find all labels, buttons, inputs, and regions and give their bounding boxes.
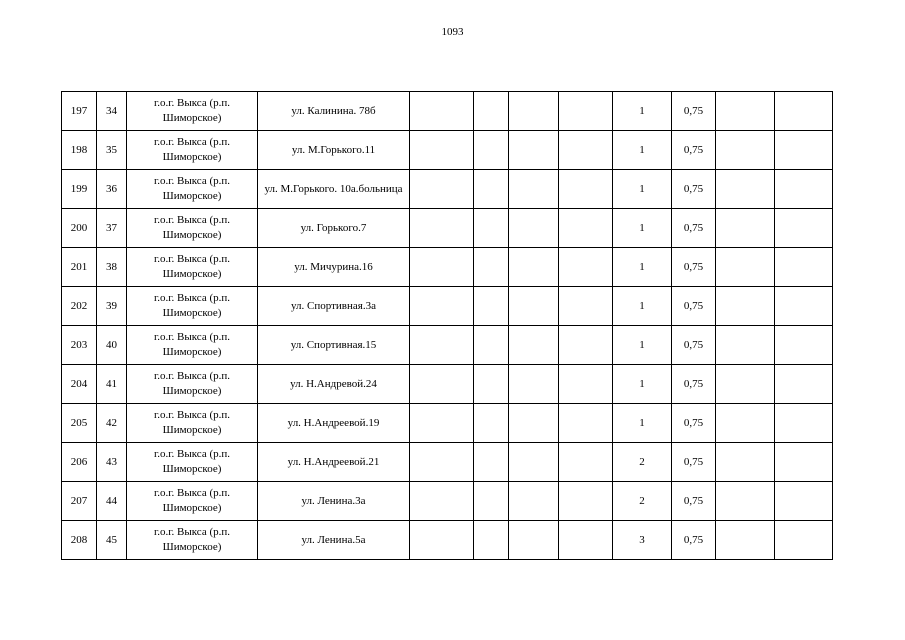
quantity-cell: 1 <box>613 365 672 404</box>
address-cell: ул. Спортивная.15 <box>258 326 410 365</box>
sub-number-cell: 36 <box>97 170 127 209</box>
empty-cell-7 <box>509 209 559 248</box>
row-number-cell: 204 <box>62 365 97 404</box>
row-number-cell: 197 <box>62 92 97 131</box>
volume-cell: 0,75 <box>672 92 716 131</box>
table-row <box>62 287 833 326</box>
municipality-cell: г.о.г. Выкса (р.п. Шиморское) <box>127 326 258 365</box>
table-row <box>62 521 833 560</box>
empty-cell-12 <box>775 131 833 170</box>
sub-number-cell: 40 <box>97 326 127 365</box>
empty-cell-12 <box>775 287 833 326</box>
empty-cell-12 <box>775 482 833 521</box>
empty-cell-11 <box>716 326 775 365</box>
row-number-cell: 203 <box>62 326 97 365</box>
volume-cell: 0,75 <box>672 443 716 482</box>
empty-cell-12 <box>775 404 833 443</box>
empty-cell-6 <box>474 482 509 521</box>
municipality-cell: г.о.г. Выкса (р.п. Шиморское) <box>127 131 258 170</box>
empty-cell-11 <box>716 287 775 326</box>
empty-cell-5 <box>410 326 474 365</box>
empty-cell-5 <box>410 92 474 131</box>
empty-cell-12 <box>775 365 833 404</box>
sub-number-cell: 45 <box>97 521 127 560</box>
empty-cell-11 <box>716 248 775 287</box>
municipality-cell: г.о.г. Выкса (р.п. Шиморское) <box>127 521 258 560</box>
row-number-cell: 207 <box>62 482 97 521</box>
empty-cell-8 <box>559 404 613 443</box>
empty-cell-8 <box>559 131 613 170</box>
volume-cell: 0,75 <box>672 482 716 521</box>
empty-cell-8 <box>559 521 613 560</box>
empty-cell-7 <box>509 326 559 365</box>
quantity-cell: 1 <box>613 326 672 365</box>
table-row <box>62 131 833 170</box>
row-number-cell: 202 <box>62 287 97 326</box>
page-number: 1093 <box>441 26 464 38</box>
empty-cell-5 <box>410 365 474 404</box>
address-cell: ул. Ленина.3а <box>258 482 410 521</box>
municipality-cell: г.о.г. Выкса (р.п. Шиморское) <box>127 482 258 521</box>
quantity-cell: 1 <box>613 131 672 170</box>
empty-cell-12 <box>775 443 833 482</box>
empty-cell-11 <box>716 92 775 131</box>
quantity-cell: 3 <box>613 521 672 560</box>
empty-cell-11 <box>716 404 775 443</box>
address-cell: ул. Н.Андреевой.21 <box>258 443 410 482</box>
empty-cell-7 <box>509 92 559 131</box>
volume-cell: 0,75 <box>672 326 716 365</box>
quantity-cell: 1 <box>613 248 672 287</box>
empty-cell-5 <box>410 170 474 209</box>
municipality-cell: г.о.г. Выкса (р.п. Шиморское) <box>127 92 258 131</box>
municipality-cell: г.о.г. Выкса (р.п. Шиморское) <box>127 404 258 443</box>
empty-cell-8 <box>559 209 613 248</box>
table-body <box>62 92 833 560</box>
empty-cell-6 <box>474 287 509 326</box>
address-cell: ул. Спортивная.3а <box>258 287 410 326</box>
empty-cell-8 <box>559 287 613 326</box>
sub-number-cell: 43 <box>97 443 127 482</box>
municipality-cell: г.о.г. Выкса (р.п. Шиморское) <box>127 443 258 482</box>
volume-cell: 0,75 <box>672 365 716 404</box>
quantity-cell: 1 <box>613 404 672 443</box>
empty-cell-7 <box>509 365 559 404</box>
sub-number-cell: 35 <box>97 131 127 170</box>
empty-cell-5 <box>410 404 474 443</box>
volume-cell: 0,75 <box>672 287 716 326</box>
sub-number-cell: 44 <box>97 482 127 521</box>
sub-number-cell: 38 <box>97 248 127 287</box>
empty-cell-7 <box>509 248 559 287</box>
table-row <box>62 170 833 209</box>
empty-cell-5 <box>410 209 474 248</box>
empty-cell-6 <box>474 443 509 482</box>
table-row <box>62 482 833 521</box>
address-cell: ул. Калинина. 78б <box>258 92 410 131</box>
quantity-cell: 2 <box>613 443 672 482</box>
empty-cell-8 <box>559 92 613 131</box>
table-row <box>62 248 833 287</box>
volume-cell: 0,75 <box>672 131 716 170</box>
empty-cell-7 <box>509 131 559 170</box>
empty-cell-5 <box>410 443 474 482</box>
empty-cell-12 <box>775 326 833 365</box>
volume-cell: 0,75 <box>672 209 716 248</box>
row-number-cell: 198 <box>62 131 97 170</box>
address-cell: ул. Ленина.5а <box>258 521 410 560</box>
municipality-cell: г.о.г. Выкса (р.п. Шиморское) <box>127 248 258 287</box>
empty-cell-11 <box>716 131 775 170</box>
sub-number-cell: 41 <box>97 365 127 404</box>
empty-cell-12 <box>775 521 833 560</box>
empty-cell-11 <box>716 170 775 209</box>
empty-cell-5 <box>410 482 474 521</box>
table-row <box>62 326 833 365</box>
empty-cell-5 <box>410 131 474 170</box>
empty-cell-5 <box>410 248 474 287</box>
address-cell: ул. Н.Андреевой.19 <box>258 404 410 443</box>
sub-number-cell: 34 <box>97 92 127 131</box>
address-cell: ул. М.Горького.11 <box>258 131 410 170</box>
address-cell: ул. М.Горького. 10а.больница <box>258 170 410 209</box>
empty-cell-12 <box>775 248 833 287</box>
table-row <box>62 209 833 248</box>
empty-cell-12 <box>775 170 833 209</box>
table-row <box>62 404 833 443</box>
empty-cell-12 <box>775 92 833 131</box>
empty-cell-7 <box>509 170 559 209</box>
municipality-cell: г.о.г. Выкса (р.п. Шиморское) <box>127 365 258 404</box>
volume-cell: 0,75 <box>672 248 716 287</box>
empty-cell-8 <box>559 170 613 209</box>
empty-cell-8 <box>559 248 613 287</box>
empty-cell-6 <box>474 248 509 287</box>
empty-cell-6 <box>474 404 509 443</box>
empty-cell-11 <box>716 482 775 521</box>
sub-number-cell: 42 <box>97 404 127 443</box>
empty-cell-5 <box>410 287 474 326</box>
row-number-cell: 200 <box>62 209 97 248</box>
table-row <box>62 443 833 482</box>
empty-cell-12 <box>775 209 833 248</box>
row-number-cell: 206 <box>62 443 97 482</box>
empty-cell-7 <box>509 404 559 443</box>
empty-cell-11 <box>716 521 775 560</box>
quantity-cell: 2 <box>613 482 672 521</box>
address-cell: ул. Н.Андревой.24 <box>258 365 410 404</box>
volume-cell: 0,75 <box>672 521 716 560</box>
sub-number-cell: 39 <box>97 287 127 326</box>
volume-cell: 0,75 <box>672 170 716 209</box>
empty-cell-8 <box>559 482 613 521</box>
empty-cell-6 <box>474 209 509 248</box>
quantity-cell: 1 <box>613 209 672 248</box>
municipality-cell: г.о.г. Выкса (р.п. Шиморское) <box>127 209 258 248</box>
row-number-cell: 205 <box>62 404 97 443</box>
empty-cell-6 <box>474 365 509 404</box>
volume-cell: 0,75 <box>672 404 716 443</box>
address-cell: ул. Мичурина.16 <box>258 248 410 287</box>
table-row <box>62 92 833 131</box>
municipality-cell: г.о.г. Выкса (р.п. Шиморское) <box>127 170 258 209</box>
quantity-cell: 1 <box>613 170 672 209</box>
empty-cell-8 <box>559 443 613 482</box>
row-number-cell: 201 <box>62 248 97 287</box>
sub-number-cell: 37 <box>97 209 127 248</box>
empty-cell-7 <box>509 482 559 521</box>
empty-cell-5 <box>410 521 474 560</box>
municipality-cell: г.о.г. Выкса (р.п. Шиморское) <box>127 287 258 326</box>
quantity-cell: 1 <box>613 92 672 131</box>
empty-cell-6 <box>474 521 509 560</box>
empty-cell-7 <box>509 443 559 482</box>
empty-cell-8 <box>559 365 613 404</box>
empty-cell-7 <box>509 521 559 560</box>
address-cell: ул. Горького.7 <box>258 209 410 248</box>
empty-cell-6 <box>474 170 509 209</box>
empty-cell-11 <box>716 209 775 248</box>
waste-container-table <box>61 91 833 560</box>
empty-cell-6 <box>474 326 509 365</box>
empty-cell-8 <box>559 326 613 365</box>
empty-cell-6 <box>474 92 509 131</box>
table-row <box>62 365 833 404</box>
empty-cell-6 <box>474 131 509 170</box>
quantity-cell: 1 <box>613 287 672 326</box>
empty-cell-7 <box>509 287 559 326</box>
empty-cell-11 <box>716 365 775 404</box>
row-number-cell: 208 <box>62 521 97 560</box>
row-number-cell: 199 <box>62 170 97 209</box>
empty-cell-11 <box>716 443 775 482</box>
